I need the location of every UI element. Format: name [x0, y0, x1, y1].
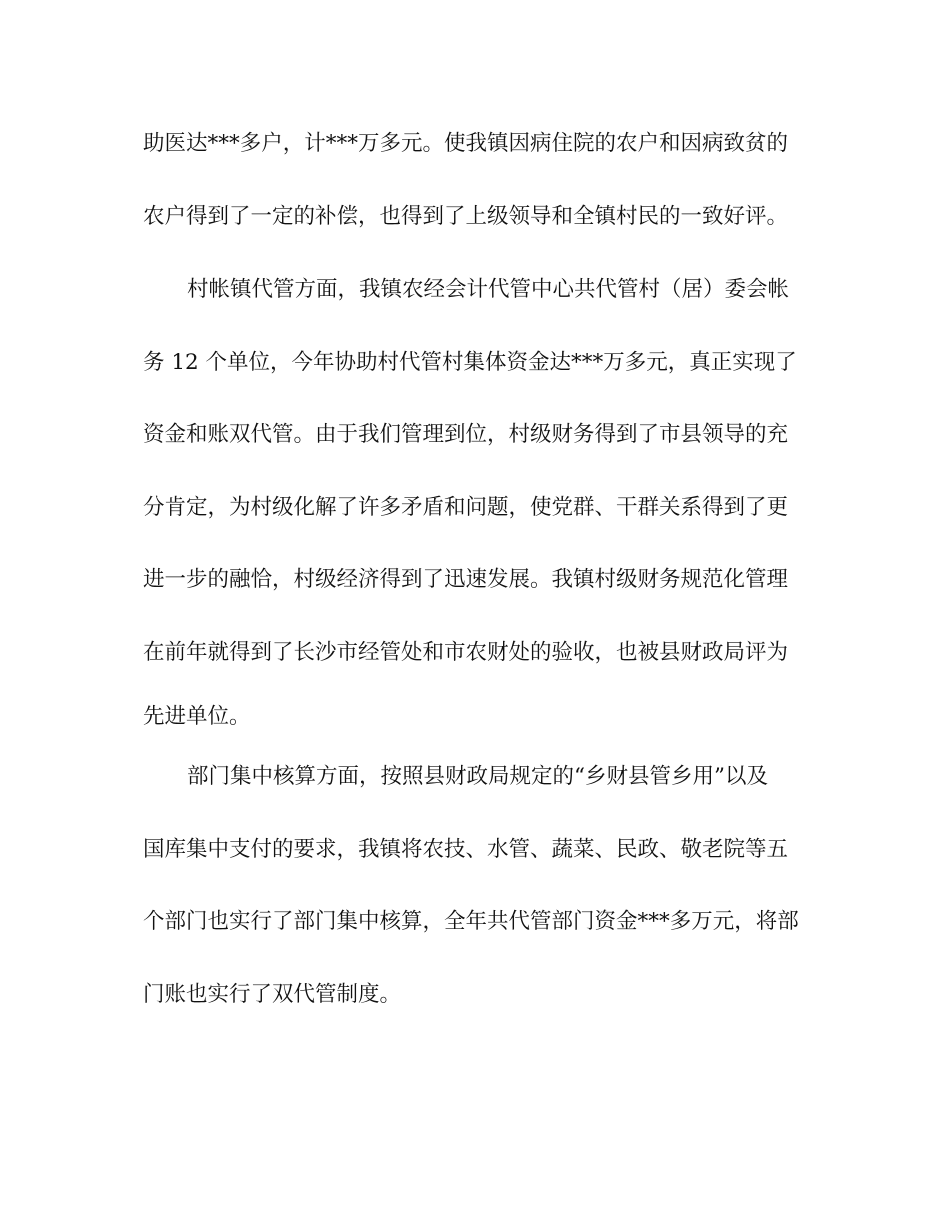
text-line: 助医达***多户，计***万多元。使我镇因病住院的农户和因病致贫的 — [143, 131, 789, 156]
text-line: 资金和账双代管。由于我们管理到位，村级财务得到了市县领导的充 — [143, 422, 789, 447]
text-line: 国库集中支付的要求，我镇将农技、水管、蔬菜、民政、敬老院等五 — [143, 837, 789, 862]
text-line: 分肯定，为村级化解了许多矛盾和问题，使党群、干群关系得到了更 — [143, 495, 789, 520]
text-line: 农户得到了一定的补偿，也得到了上级领导和全镇村民的一致好评。 — [143, 204, 789, 229]
text-line: 先进单位。 — [143, 704, 251, 729]
paragraph-start-line: 部门集中核算方面，按照县财政局规定的“乡财县管乡用”以及 — [187, 764, 768, 789]
paragraph-start-line: 村帐镇代管方面，我镇农经会计代管中心共代管村（居）委会帐 — [187, 277, 790, 302]
text-line: 门账也实行了双代管制度。 — [143, 982, 402, 1007]
text-line: 个部门也实行了部门集中核算，全年共代管部门资金***多万元，将部 — [143, 909, 799, 934]
text-line: 在前年就得到了长沙市经管处和市农财处的验收，也被县财政局评为 — [143, 640, 789, 665]
text-line: 务 12 个单位，今年协助村代管村集体资金达***万多元，真正实现了 — [143, 350, 797, 375]
text-line: 进一步的融恰，村级经济得到了迅速发展。我镇村级财务规范化管理 — [143, 567, 789, 592]
